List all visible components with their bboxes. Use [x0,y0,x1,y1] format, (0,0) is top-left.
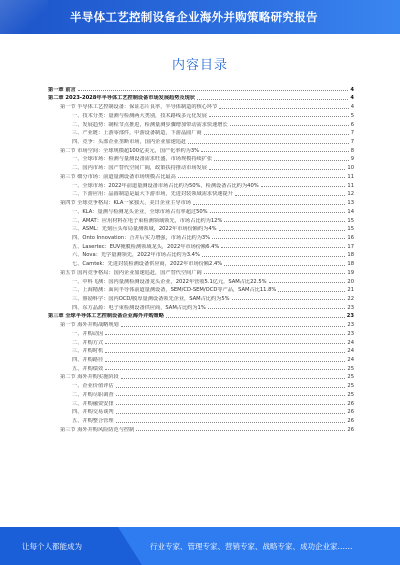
toc-entry-label: 三、并购时机 [72,348,104,355]
toc-leader-dots [232,299,346,300]
toc-entry-page: 26 [347,418,354,425]
toc-entry-page: 4 [350,104,354,111]
toc-entry-page: 22 [347,295,354,302]
toc-entry[interactable] [48,267,354,276]
toc-entry-page: 11 [347,182,354,189]
toc-leader-dots [202,256,346,257]
toc-entry-label: 四、东方晶源：电子束检测设备供应商，SAM占比约为1% [72,304,206,311]
toc-entry-label: 六、Nova：光学量测领先，2022年市场占比约为3.4% [72,252,200,259]
toc-leader-dots [261,186,346,187]
toc-entry-page: 5 [350,112,354,119]
toc-leader-dots [209,169,346,170]
toc-leader-dots [209,116,349,117]
toc-entry[interactable] [48,258,354,267]
toc-entry[interactable] [48,101,354,110]
toc-entry[interactable] [48,407,354,416]
toc-entry-page: 10 [347,165,354,172]
report-title: 半导体工艺控制设备企业海外并购策略研究报告 [70,10,318,24]
footer-slogan: 让每个人都能成为 [22,542,82,551]
toc-leader-dots [105,369,345,370]
toc-entry-label: 四、并购交易谈判 [72,409,114,416]
toc-leader-dots [278,291,345,292]
toc-entry-label: 一、KLA：量测与检测龙头企业，全球市场占有率超过50% [72,208,208,215]
toc-entry-label: 第三章 全球半导体工艺控制设备企业海外并购策略 [48,313,164,320]
toc-leader-dots [178,177,346,178]
toc-entry-label: 第三节 海外并购风险防范与控制 [60,426,135,433]
toc-entry-label: 第三节 细分市场：前道量测设备市场规模占比最高 [60,173,176,180]
toc-entry[interactable] [48,145,354,154]
toc-leader-dots [201,151,349,152]
toc-entry[interactable] [48,285,354,294]
toc-entry-label: 五、并购绩效 [72,365,104,372]
toc-entry-label: 一、并购动因 [72,330,104,337]
toc-entry[interactable] [48,224,354,233]
toc-entry-label: 二、上海精测：面向半导体前道量测设备，SEM/CD-SEM/OCD等产品，SAM占比11.8% [72,287,277,294]
toc-leader-dots [210,212,346,213]
toc-entry-label: 第二节 市场空间：全球规模超100亿美元，国产化率约为3% [60,147,200,154]
toc-leader-dots [188,143,349,144]
toc-entry-label: 四、并购路径 [72,357,104,363]
toc-leader-dots [78,90,349,91]
toc-leader-dots [230,125,349,126]
toc-entry-label: 七、Camtek：先进封装检测设备供应商，2022年市场份额2.4% [72,261,223,268]
toc-leader-dots [224,221,345,222]
toc-entry-page: 25 [347,383,354,390]
toc-entry-page: 4 [350,95,354,102]
toc-entry-label: 四、Onto Innovation：合并后实力增强，市场占比约为3% [72,234,211,241]
toc-leader-dots [208,308,346,309]
toc-entry[interactable] [48,154,354,163]
toc-entry-label: 二、国内市场：国产替代空间广阔，政策扶持推动市场发展 [72,165,207,172]
toc-entry[interactable] [48,232,354,241]
toc-entry-page: 9 [350,156,354,163]
toc-entry-page: 25 [347,391,354,398]
toc-entry-page: 16 [347,234,354,241]
toc-entry[interactable] [48,171,354,180]
header-decoration [0,0,48,34]
toc-entry-label: 一、全球市场：2022年前道量测设备市场占比约为50%，检测设备占比约为40% [72,182,259,189]
toc-entry-page: 24 [347,357,354,363]
toc-leader-dots [121,378,346,379]
toc-leader-dots [204,134,349,135]
toc-entry[interactable] [48,293,354,302]
toc-leader-dots [105,343,345,344]
toc-entry-label: 一、中科飞测：国内量测检测设备龙头企业，2022年营收5.1亿元，SAM占比22.5% [72,278,267,285]
toc-leader-dots [116,413,346,414]
toc-entry-label: 五、并购整合管理 [72,418,114,425]
toc-entry[interactable] [48,162,354,171]
toc-entry[interactable] [48,424,354,433]
toc-entry-label: 三、睿励科学：国内OCD/膜厚量测设备领先企业，SAM占比约为5% [72,295,230,302]
toc-leader-dots [116,395,346,396]
toc-leader-dots [105,352,345,353]
toc-leader-dots [219,230,346,231]
toc-entry-page: 15 [347,226,354,233]
footer-slope [118,527,142,565]
toc-leader-dots [166,317,345,318]
toc-entry-label: 一、全球市场：检测与量测设备需求旺盛，市场规模持续扩张 [72,156,213,163]
toc-entry[interactable] [48,136,354,145]
toc-entry[interactable] [48,206,354,215]
toc-entry[interactable] [48,276,354,285]
toc-entry-page: 7 [350,130,354,137]
toc-entry-page: 14 [347,208,354,215]
toc-leader-dots [136,430,345,431]
toc-entry-label: 四、竞争：头部企业垄断市场，国内企业加速追赶 [72,139,187,146]
toc-entry-label: 二、AMAT：应用材料在电子束检测领域领先，市场占比约为12% [72,217,223,224]
toc-entry-page: 24 [347,348,354,355]
toc-entry-page: 25 [347,365,354,372]
toc-entry[interactable] [48,250,354,259]
toc-leader-dots [212,238,345,239]
toc-entry[interactable] [48,319,354,328]
toc-entry-label: 二、并购尽职调查 [72,391,114,398]
toc-entry[interactable] [48,215,354,224]
toc-entry-page: 23 [347,304,354,311]
toc-entry-label: 二、并购方式 [72,339,104,346]
toc-entry[interactable] [48,110,354,119]
toc-entry[interactable] [48,311,354,320]
toc-entry[interactable] [48,346,354,355]
toc-entry-page: 7 [350,139,354,146]
toc-entry-page: 17 [347,243,354,250]
toc-entry[interactable] [48,372,354,381]
toc-entry[interactable] [48,241,354,250]
toc-entry-label: 五、Lasertec：EUV掩膜检测领域龙头，2022年市场份额6.4% [72,243,220,250]
toc-leader-dots [105,361,345,362]
toc-entry-label: 第二节 海外并购实施阶段 [60,374,119,381]
toc-entry[interactable] [48,119,354,128]
toc-entry[interactable] [48,354,354,363]
toc-leader-dots [116,404,346,405]
toc-entry-label: 第一章 前言 [48,86,76,93]
toc-entry[interactable] [48,180,354,189]
toc-leader-dots [204,273,346,274]
toc-entry-page: 18 [347,252,354,259]
toc-leader-dots [214,160,349,161]
footer-banner [0,527,400,565]
header-banner [0,0,400,34]
toc-entry-label: 第一节 半导体工艺控制设备：保证芯片良率，半导体制造的核心环节 [60,104,218,111]
toc-entry-label: 一、企业价值评估 [72,383,114,390]
toc-leader-dots [105,334,345,335]
toc-entry[interactable] [48,189,354,198]
toc-entry-page: 15 [347,217,354,224]
toc-entry-page: 19 [347,269,354,276]
toc-entry-label: 三、ASML：光刻巨头布局量测领域，2022年市场份额约为4% [72,226,217,233]
toc-entry[interactable] [48,398,354,407]
toc-entry-label: 二、发展趋势：制程节点推进，检测量测步骤增加带动需求快速增长 [72,121,228,128]
toc-entry[interactable] [48,128,354,137]
toc-entry[interactable] [48,93,354,102]
toc-entry-page: 13 [347,200,354,207]
toc-entry-page: 18 [347,261,354,268]
toc-leader-dots [224,265,345,266]
footer-tagline: 行业专家、管理专家、营销专家、战略专家、成功企业家…… [150,542,353,551]
toc-leader-dots [116,422,346,423]
toc-entry-page: 26 [347,426,354,433]
toc-entry-label: 第五节 国内竞争格局：国内企业加速追赶，国产替代空间广阔 [60,269,202,276]
toc-entry-label: 二、下游应用：晶圆制造是最大下游市场，先进封装领域需求快速提升 [72,191,233,198]
toc-entry-page: 25 [347,374,354,381]
toc-entry[interactable] [48,197,354,206]
toc-entry[interactable] [48,415,354,424]
toc-leader-dots [197,99,348,100]
toc-entry-page: 20 [347,278,354,285]
toc-entry-label: 一、技术分类：量测与检测两大类别，技术路线多元化发展 [72,112,207,119]
toc-entry-label: 第一节 海外并购战略规划 [60,322,119,329]
toc-leader-dots [116,387,346,388]
toc-entry[interactable] [48,302,354,311]
toc-entry-label: 三、并购融资安排 [72,400,114,407]
toc-entry[interactable] [48,84,354,93]
toc-leader-dots [121,326,346,327]
toc-leader-dots [269,282,346,283]
toc-entry-page: 23 [347,330,354,337]
toc-entry-page: 11 [347,173,354,180]
toc-entry-label: 三、产业链：上游零部件，中游设备制造，下游晶圆厂商 [72,130,202,137]
toc-entry-page: 26 [347,409,354,416]
toc-entry[interactable] [48,337,354,346]
toc-entry-page: 4 [350,86,354,93]
toc-leader-dots [193,204,345,205]
toc-entry-page: 23 [347,322,354,329]
toc-entry-page: 23 [346,313,354,320]
toc-entry[interactable] [48,363,354,372]
toc-entry-page: 12 [347,191,354,198]
toc-entry[interactable] [48,389,354,398]
table-of-contents [48,84,354,433]
toc-entry-page: 21 [347,287,354,294]
toc-entry-page: 6 [350,121,354,128]
toc-entry-page: 26 [347,400,354,407]
toc-entry-page: 8 [350,147,354,154]
toc-entry[interactable] [48,380,354,389]
toc-heading: 内容目录 [171,58,228,73]
toc-leader-dots [221,247,345,248]
toc-leader-dots [219,108,348,109]
toc-entry[interactable] [48,328,354,337]
toc-entry-page: 24 [347,339,354,346]
toc-entry-label: 第二章 2023-2028年半导体工艺控制设备市场发展趋势及现状 [48,95,195,102]
toc-entry-label: 第四节 全球竞争格局：KLA一家独大，美日企业主导市场 [60,200,191,207]
toc-leader-dots [235,195,346,196]
